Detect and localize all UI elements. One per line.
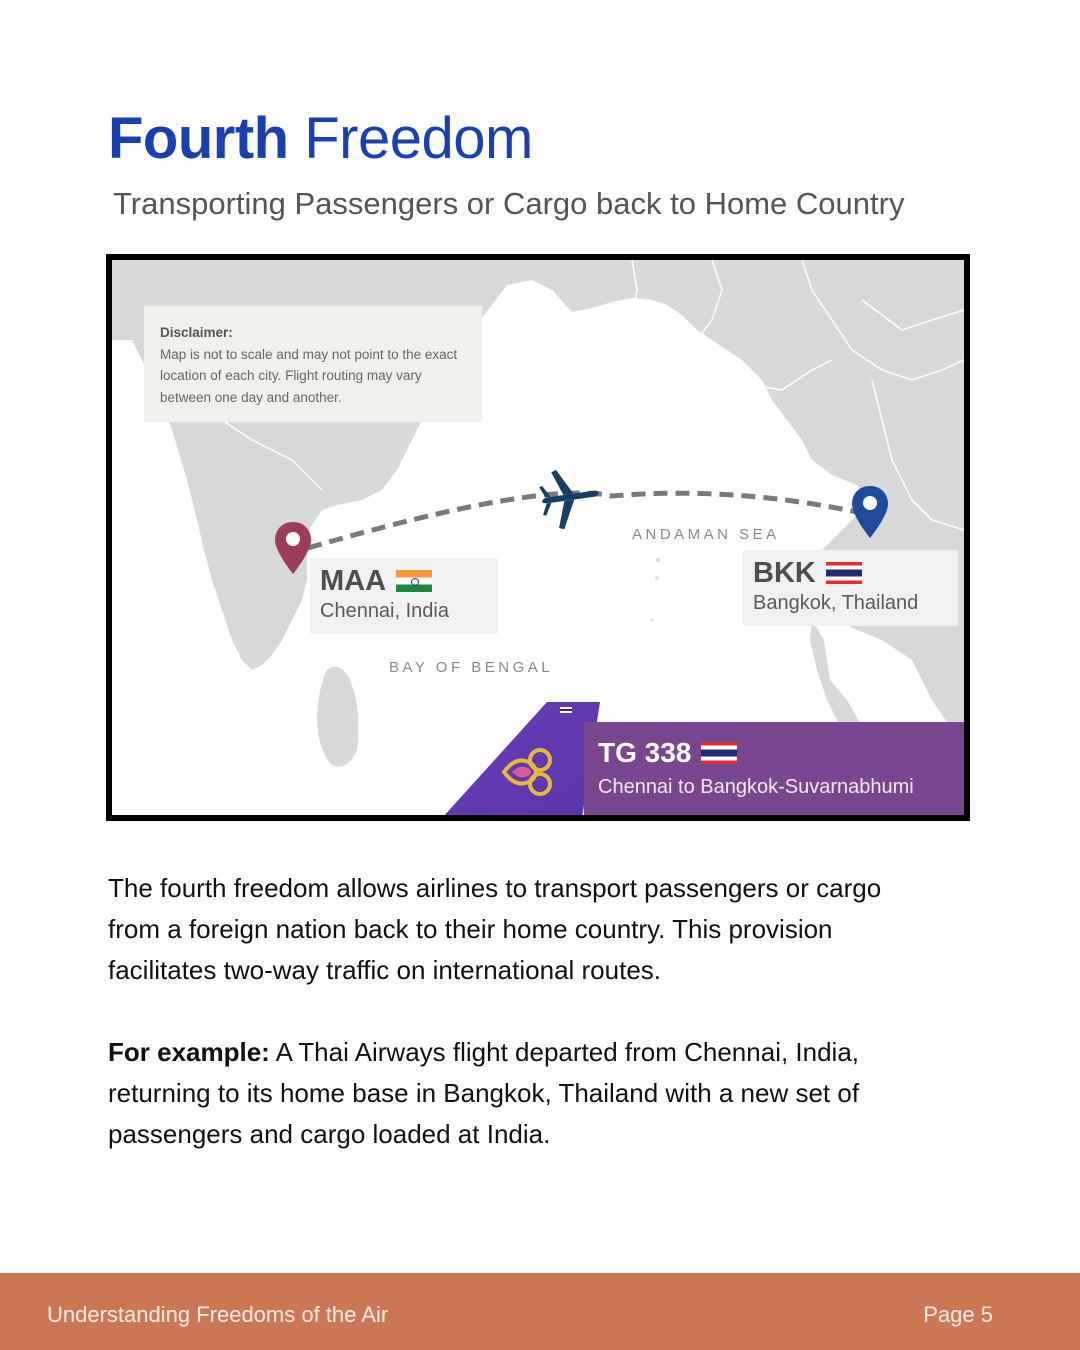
page-number: Page 5 xyxy=(923,1302,993,1327)
origin-code: MAA xyxy=(320,564,387,597)
origin-city-card xyxy=(310,558,498,634)
flight-number: TG 338 xyxy=(598,737,692,768)
disclaimer-title: Disclaimer: xyxy=(160,325,233,340)
andaman-sea-label: ANDAMAN SEA xyxy=(632,526,780,543)
body-content xyxy=(108,868,938,1196)
example-text: A Thai Airways flight departed from Chennai, India, returning to its home base in Bangkok, Thailand with a new set of passengers and cargo loaded at India. xyxy=(108,1037,860,1149)
origin-city-name: Chennai, India xyxy=(320,600,449,622)
bay-of-bengal-label: BAY OF BENGAL xyxy=(389,659,554,676)
title-bold: Fourth xyxy=(108,106,289,171)
disclaimer-text: Map is not to scale and may not point to the exact location of each city. Flight routing may vary between one day and another. xyxy=(160,346,458,405)
title-light: Freedom xyxy=(304,106,533,171)
destination-city-name: Bangkok, Thailand xyxy=(753,592,919,614)
description-paragraph: The fourth freedom allows airlines to transport passengers or cargo from a foreign nation back to their home country. This provision facilitates two-way traffic on international routes. xyxy=(108,873,882,985)
india-flag-icon xyxy=(396,570,432,592)
page-subtitle: Transporting Passengers or Cargo back to Home Country xyxy=(113,186,905,221)
footer-title: Understanding Freedoms of the Air xyxy=(47,1302,389,1327)
page-footer xyxy=(0,1273,1080,1350)
route-map xyxy=(106,254,970,821)
thailand-flag-icon xyxy=(826,562,862,584)
example-paragraph xyxy=(108,1032,938,1155)
destination-code: BKK xyxy=(753,556,816,589)
thailand-flag-icon xyxy=(701,742,737,764)
destination-city-card xyxy=(743,550,958,626)
airplane-icon xyxy=(538,466,604,530)
flight-banner xyxy=(584,722,970,821)
destination-pin-icon xyxy=(850,484,890,540)
origin-pin-icon xyxy=(273,520,313,576)
flight-route: Chennai to Bangkok-Suvarnabhumi xyxy=(598,776,914,798)
disclaimer-box xyxy=(144,306,482,422)
example-label: For example: xyxy=(108,1037,270,1067)
page-title xyxy=(108,104,533,174)
